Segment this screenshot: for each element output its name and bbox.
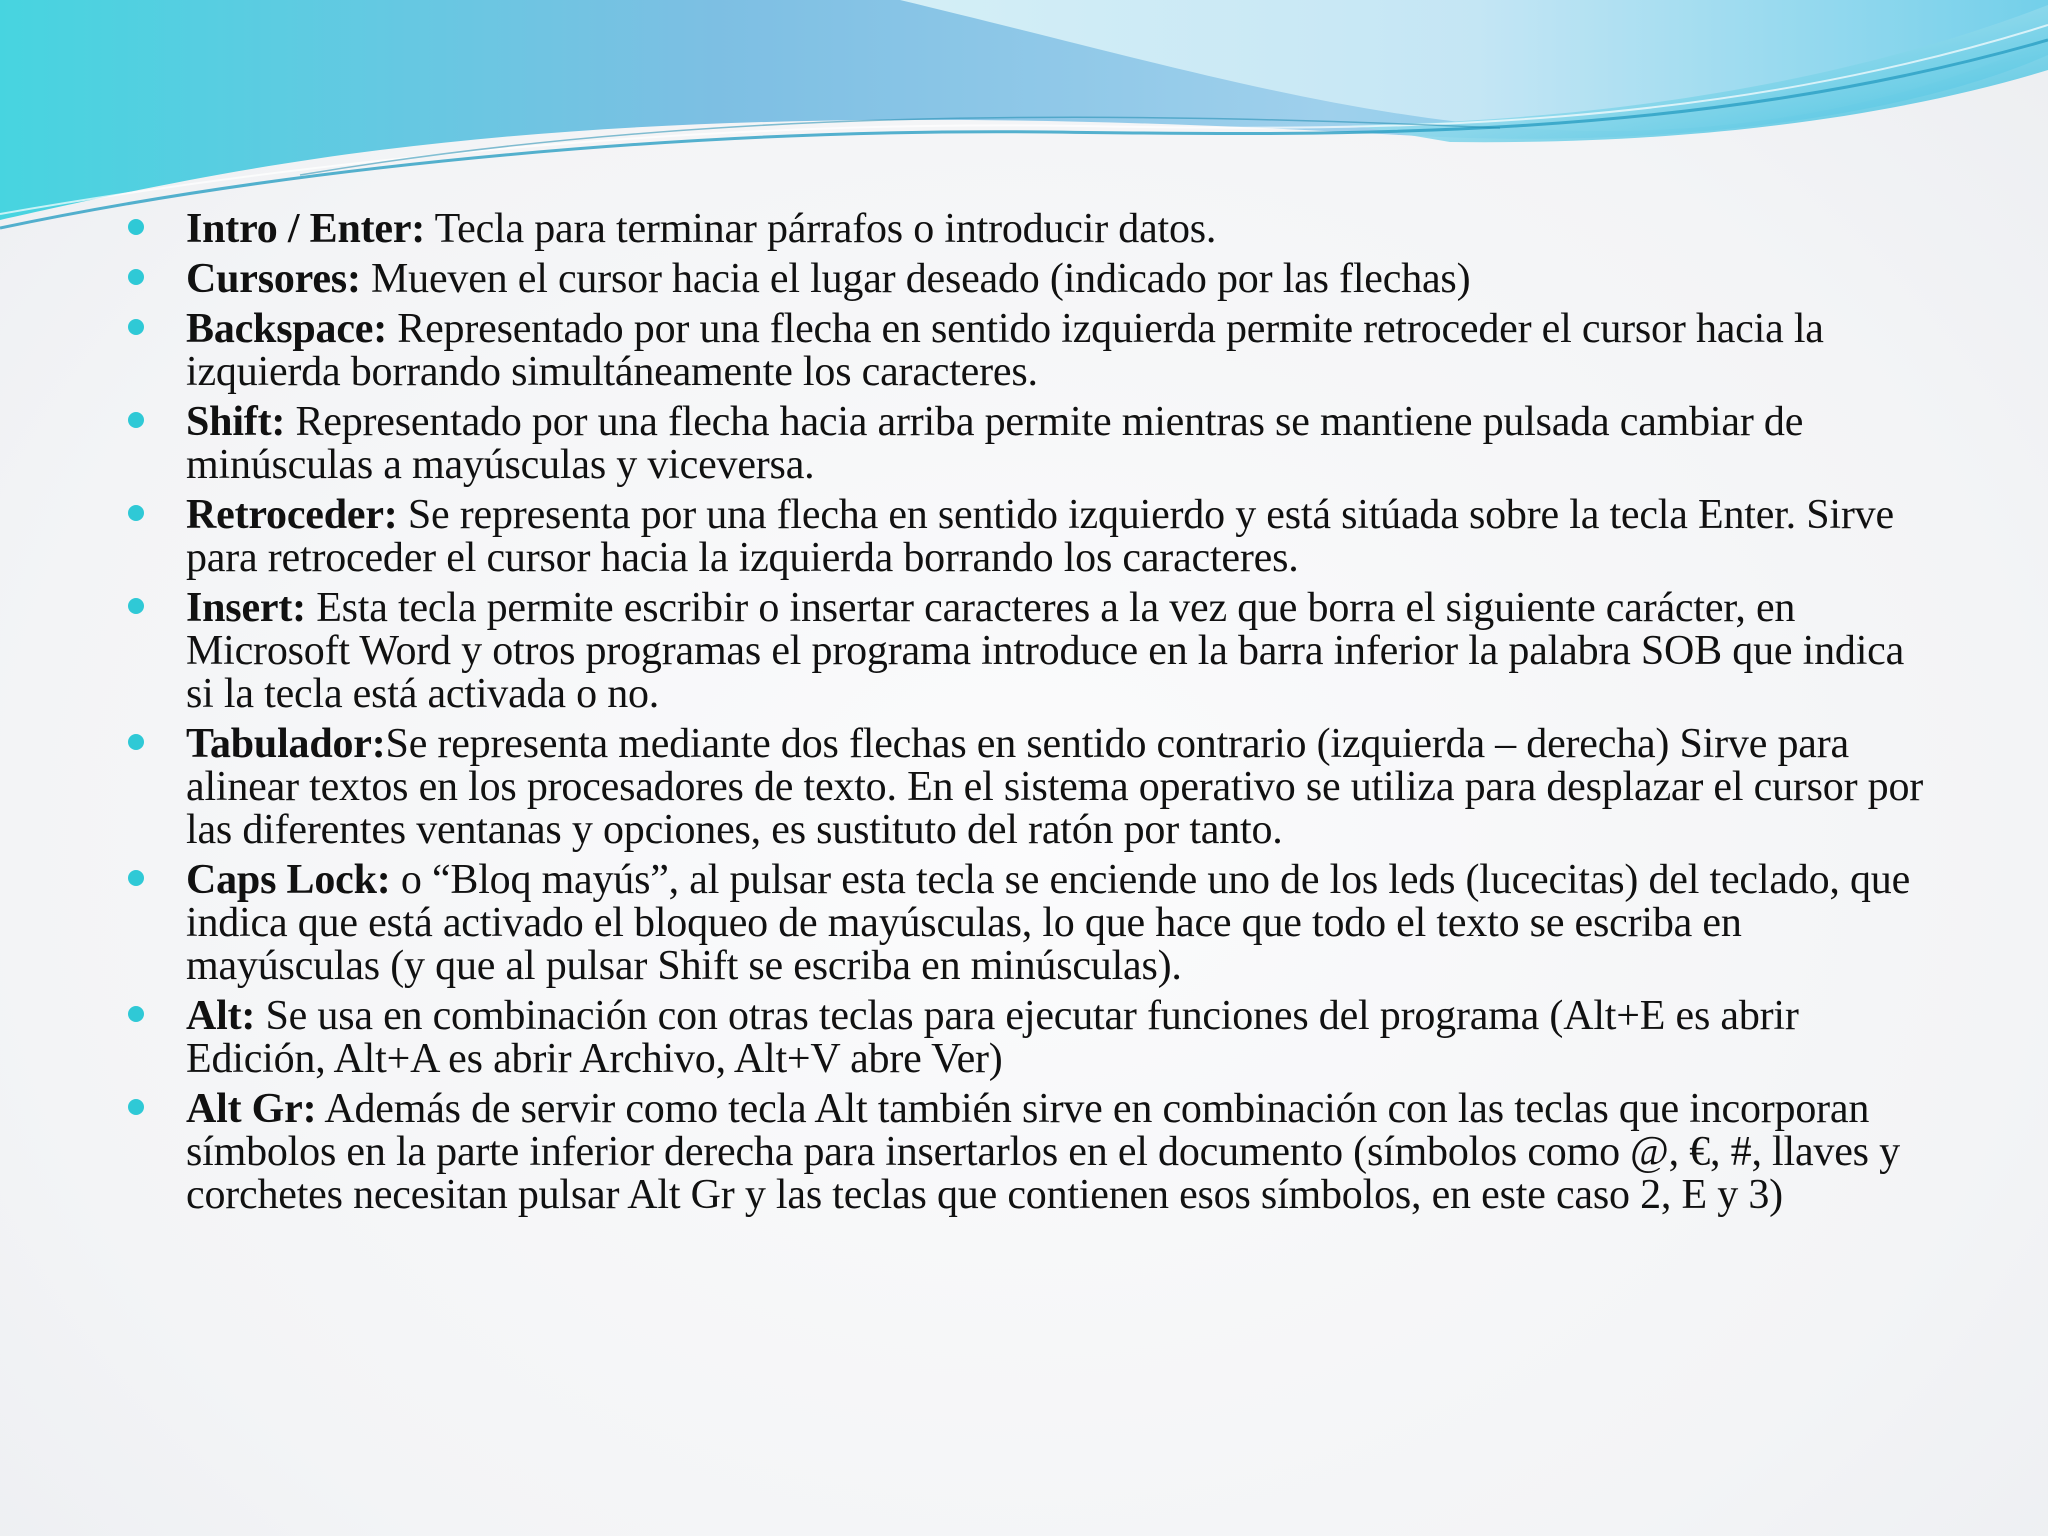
- list-item-shift: [128, 401, 1928, 487]
- round-bullet-icon: [128, 1006, 144, 1022]
- list-item-alt: [128, 995, 1928, 1081]
- list-item-insert: [128, 587, 1928, 716]
- bullet-list: [128, 208, 1928, 1224]
- round-bullet-icon: [128, 505, 144, 521]
- list-item-tabulador: [128, 723, 1928, 852]
- key-description: Esta tecla permite escribir o insertar caracteres a la vez que borra el siguiente carácter, en Microsoft Word y otros programas el programa introduce en la barra inferior la palabra SOB que indica si la tecla está activada o no.: [186, 585, 1905, 717]
- key-description: o “Bloq mayús”, al pulsar esta tecla se enciende uno de los leds (lucecitas) del teclado, que indica que está activado el bloqueo de mayúsculas, lo que hace que todo el texto se escriba en mayúsculas (y que al pulsar Shift se escriba en minúsculas).: [186, 857, 1911, 989]
- key-term: Tabulador:: [186, 721, 386, 767]
- key-term: Backspace:: [186, 306, 387, 352]
- key-term: Intro / Enter:: [186, 206, 426, 252]
- wave-header-decoration: [0, 0, 2048, 240]
- key-term: Retroceder:: [186, 492, 398, 538]
- key-term: Cursores:: [186, 256, 361, 302]
- round-bullet-icon: [128, 412, 144, 428]
- round-bullet-icon: [128, 1099, 144, 1115]
- key-description: Mueven el cursor hacia el lugar deseado (indicado por las flechas): [360, 256, 1471, 302]
- key-description: Se representa por una flecha en sentido izquierdo y está sitúada sobre la tecla Enter. Sirve para retroceder el cursor hacia la izquierda borrando los caracteres.: [186, 492, 1894, 581]
- key-term: Alt Gr:: [186, 1086, 317, 1132]
- key-term: Shift:: [186, 399, 286, 445]
- list-item-alt-gr: [128, 1088, 1928, 1217]
- key-term: Insert:: [186, 585, 306, 631]
- key-description: Representado por una flecha en sentido izquierda permite retroceder el cursor hacia la izquierda borrando simultáneamente los caracteres.: [186, 306, 1824, 395]
- key-description: Además de servir como tecla Alt también sirve en combinación con las teclas que incorporan símbolos en la parte inferior derecha para insertarlos en el documento (símbolos como @, €, #, llaves y corchetes necesitan pulsar Alt Gr y las teclas que contienen esos símbolos, en este caso 2, E y 3): [186, 1086, 1900, 1218]
- list-item-intro-enter: [128, 208, 1928, 251]
- list-item-caps-lock: [128, 859, 1928, 988]
- key-description: Se representa mediante dos flechas en sentido contrario (izquierda – derecha) Sirve para alinear textos en los procesadores de texto. En el sistema operativo se utiliza para desplazar el cursor por las diferentes ventanas y opciones, es sustituto del ratón por tanto.: [186, 721, 1924, 853]
- key-description: Representado por una flecha hacia arriba permite mientras se mantiene pulsada cambiar de minúsculas a mayúsculas y viceversa.: [186, 399, 1804, 488]
- round-bullet-icon: [128, 319, 144, 335]
- key-description: Se usa en combinación con otras teclas para ejecutar funciones del programa (Alt+E es abrir Edición, Alt+A es abrir Archivo, Alt+V abre Ver): [186, 993, 1799, 1082]
- list-item-retroceder: [128, 494, 1928, 580]
- list-item-backspace: [128, 308, 1928, 394]
- list-item-cursores: [128, 258, 1928, 301]
- round-bullet-icon: [128, 870, 144, 886]
- round-bullet-icon: [128, 219, 144, 235]
- key-description: Tecla para terminar párrafos o introducir datos.: [425, 206, 1217, 252]
- key-term: Caps Lock:: [186, 857, 391, 903]
- round-bullet-icon: [128, 269, 144, 285]
- round-bullet-icon: [128, 734, 144, 750]
- key-term: Alt:: [186, 993, 256, 1039]
- round-bullet-icon: [128, 598, 144, 614]
